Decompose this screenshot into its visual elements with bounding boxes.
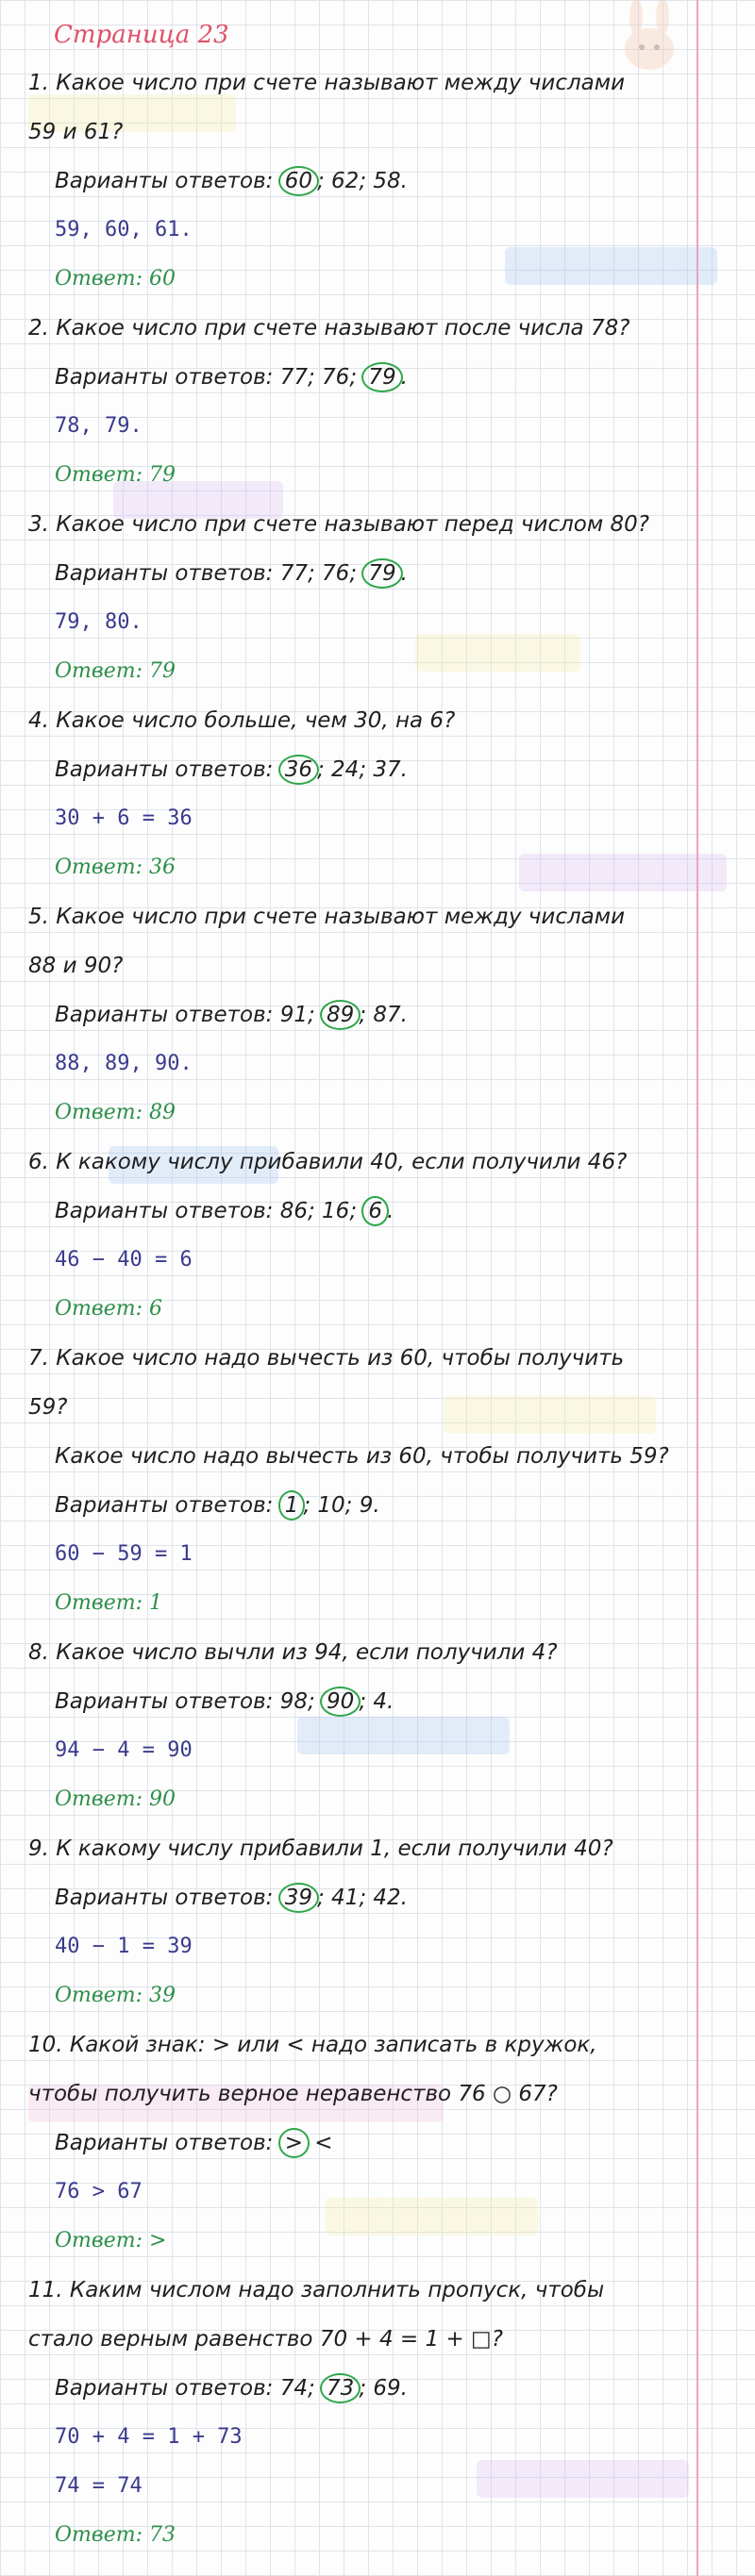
- answer-line: [55, 460, 176, 490]
- solution-line: 46 − 40 = 6: [55, 1248, 193, 1271]
- option-circled: 79: [361, 558, 402, 589]
- solution-line: 60 − 59 = 1: [55, 1542, 193, 1566]
- answer-options: Варианты ответов: 74; 73 ; 69.: [55, 2373, 408, 2403]
- option: 91: [279, 1003, 308, 1027]
- problem-question: 88 и 90?: [28, 954, 124, 978]
- option-circled: 36: [278, 755, 319, 785]
- option: 77: [279, 561, 308, 586]
- problem-question: 9. К какому числу прибавили 1, если получили 40?: [28, 1836, 613, 1861]
- answer-line: [55, 1785, 176, 1815]
- option-circled: 89: [320, 1000, 361, 1030]
- answer-value: >: [149, 2229, 167, 2252]
- answer-options: Варианты ответов: 77; 76; 79 .: [55, 558, 408, 589]
- solution-line: 76 > 67: [55, 2180, 143, 2203]
- answer-line: [55, 2520, 176, 2551]
- option-circled: 39: [278, 1883, 319, 1913]
- option: <: [314, 2131, 333, 2155]
- option: 9: [359, 1493, 374, 1518]
- answer-prefix: Ответ:: [55, 463, 143, 487]
- option-circled: >: [278, 2128, 310, 2158]
- options-prefix: Варианты ответов:: [55, 2376, 274, 2401]
- option: 74: [279, 2376, 308, 2401]
- option-circled: 1: [278, 1490, 306, 1521]
- answer-line: [55, 1981, 176, 2011]
- problem-question: 8. Какое число вычли из 94, если получили 4?: [28, 1640, 558, 1665]
- answer-options: Варианты ответов: 98; 90 ; 4.: [55, 1687, 394, 1717]
- options-prefix: Варианты ответов:: [55, 1493, 274, 1518]
- answer-prefix: Ответ:: [55, 2229, 143, 2252]
- solution-line: 30 + 6 = 36: [55, 806, 193, 830]
- watermark-stamp: [444, 1396, 656, 1434]
- problem-question: 6. К какому числу прибавили 40, если получили 46?: [28, 1150, 628, 1174]
- answer-line: [55, 1098, 176, 1128]
- option: 62: [331, 169, 360, 193]
- options-prefix: Варианты ответов:: [55, 365, 274, 390]
- options-prefix: Варианты ответов:: [55, 1886, 274, 1910]
- problem-question: 10. Какой знак: > или < надо записать в кружок,: [28, 2033, 597, 2057]
- problem-question: Какое число надо вычесть из 60, чтобы получить 59?: [55, 1444, 669, 1469]
- option: 98: [279, 1689, 308, 1714]
- problem-question: 59 и 61?: [28, 120, 124, 144]
- watermark-stamp: [415, 634, 580, 672]
- option-circled: 60: [278, 166, 319, 196]
- answer-options: Варианты ответов: 86; 16; 6 .: [55, 1196, 394, 1226]
- option-circled: 90: [320, 1687, 361, 1717]
- options-prefix: Варианты ответов:: [55, 1003, 274, 1027]
- option: 86: [279, 1199, 308, 1223]
- option: 4: [373, 1689, 388, 1714]
- option: 69: [373, 2376, 401, 2401]
- solution-line: 79, 80.: [55, 610, 143, 634]
- option: 42: [373, 1886, 401, 1910]
- watermark-stamp: [519, 854, 727, 891]
- answer-prefix: Ответ:: [55, 659, 143, 683]
- problem-question: 11. Каким числом надо заполнить пропуск, чтобы: [28, 2278, 605, 2302]
- solution-line: 88, 89, 90.: [55, 1052, 193, 1075]
- answer-options: Варианты ответов: 91; 89 ; 87.: [55, 1000, 408, 1030]
- watermark-stamp: [326, 2198, 538, 2235]
- answer-prefix: Ответ:: [55, 856, 143, 879]
- answer-value: 36: [149, 856, 176, 879]
- solution-line: 59, 60, 61.: [55, 218, 193, 241]
- problem-question: стало верным равенство 70 + 4 = 1 + □?: [28, 2327, 503, 2352]
- option-circled: 6: [361, 1196, 389, 1226]
- answer-options: Варианты ответов: 39 ; 41; 42.: [55, 1883, 408, 1913]
- option: 87: [373, 1003, 401, 1027]
- answer-line: [55, 1588, 162, 1619]
- answer-prefix: Ответ:: [55, 1984, 143, 2007]
- options-prefix: Варианты ответов:: [55, 169, 274, 193]
- answer-value: 60: [149, 267, 176, 291]
- answer-options: Варианты ответов: 77; 76; 79 .: [55, 362, 408, 392]
- option: 37: [373, 757, 401, 782]
- problem-question: 7. Какое число надо вычесть из 60, чтобы получить: [28, 1346, 625, 1371]
- solution-line: 70 + 4 = 1 + 73: [55, 2425, 243, 2449]
- option-circled: 79: [361, 362, 402, 392]
- watermark-stamp: [297, 1717, 510, 1754]
- option: 58: [373, 169, 401, 193]
- answer-line: [55, 2226, 166, 2256]
- bunny-logo-icon: [612, 0, 687, 75]
- answer-options: Варианты ответов: 1 ; 10; 9.: [55, 1490, 380, 1521]
- solution-line: 74 = 74: [55, 2474, 143, 2498]
- problem-question: 3. Какое число при счете называют перед числом 80?: [28, 512, 649, 537]
- problem-question: 1. Какое число при счете называют между числами: [28, 71, 626, 95]
- answer-prefix: Ответ:: [55, 1297, 143, 1321]
- solution-line: 78, 79.: [55, 414, 143, 438]
- problem-question: 4. Какое число больше, чем 30, на 6?: [28, 708, 456, 733]
- option: 76: [322, 561, 350, 586]
- option: 16: [322, 1199, 350, 1223]
- answer-options: Варианты ответов: 36 ; 24; 37.: [55, 755, 408, 785]
- problem-question: 5. Какое число при счете называют между числами: [28, 905, 626, 929]
- notebook-margin-line: [696, 0, 698, 2576]
- option: 10: [317, 1493, 345, 1518]
- solution-line: 40 − 1 = 39: [55, 1935, 193, 1958]
- option: 24: [331, 757, 360, 782]
- options-prefix: Варианты ответов:: [55, 2131, 274, 2155]
- watermark-stamp: [505, 247, 717, 285]
- option: 77: [279, 365, 308, 390]
- answer-line: [55, 264, 176, 294]
- answer-value: 1: [149, 1591, 162, 1615]
- options-prefix: Варианты ответов:: [55, 1199, 274, 1223]
- answer-line: [55, 853, 176, 883]
- option: 41: [331, 1886, 360, 1910]
- answer-prefix: Ответ:: [55, 2523, 143, 2547]
- answer-prefix: Ответ:: [55, 1591, 143, 1615]
- answer-value: 73: [149, 2523, 176, 2547]
- answer-options: Варианты ответов: 60 ; 62; 58.: [55, 166, 408, 196]
- page-title: Страница 23: [54, 21, 229, 49]
- answer-prefix: Ответ:: [55, 267, 143, 291]
- answer-line: [55, 656, 176, 687]
- watermark-stamp: [477, 2460, 689, 2498]
- answer-line: [55, 1294, 162, 1324]
- answer-prefix: Ответ:: [55, 1101, 143, 1124]
- answer-value: 79: [149, 659, 176, 683]
- option: 76: [322, 365, 350, 390]
- option-circled: 73: [320, 2373, 361, 2403]
- answer-options: [55, 2128, 333, 2158]
- solution-line: 94 − 4 = 90: [55, 1738, 193, 1762]
- options-prefix: Варианты ответов:: [55, 1689, 274, 1714]
- answer-value: 89: [149, 1101, 176, 1124]
- options-prefix: Варианты ответов:: [55, 757, 274, 782]
- answer-value: 79: [149, 463, 176, 487]
- answer-value: 6: [149, 1297, 162, 1321]
- options-prefix: Варианты ответов:: [55, 561, 274, 586]
- problem-question: 2. Какое число при счете называют после числа 78?: [28, 316, 630, 341]
- answer-value: 90: [149, 1787, 176, 1811]
- problem-question: 59?: [28, 1395, 68, 1420]
- answer-prefix: Ответ:: [55, 1787, 143, 1811]
- problem-question: чтобы получить верное неравенство 76 ○ 67?: [28, 2082, 558, 2106]
- answer-value: 39: [149, 1984, 176, 2007]
